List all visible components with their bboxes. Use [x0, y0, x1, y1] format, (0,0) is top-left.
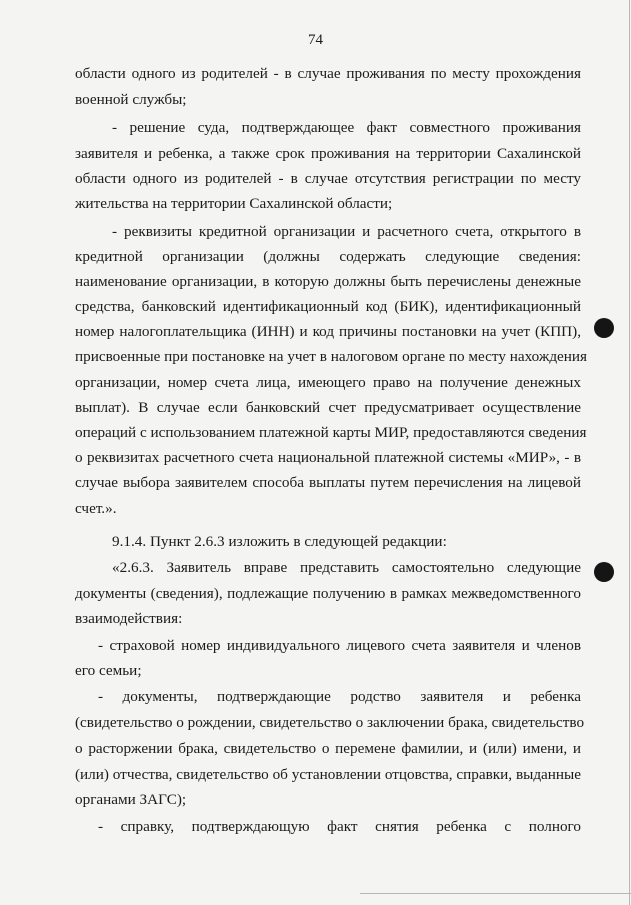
text-line: - документы, подтверждающие родство заявителя и ребенка: [98, 688, 581, 705]
text-line: 9.1.4. Пункт 2.6.3 изложить в следующей редакции:: [112, 533, 447, 550]
text-line: взаимодействия:: [75, 610, 183, 627]
binder-hole-mark: [594, 318, 614, 338]
text-line: номер налогоплательщика (ИНН) и код причины постановки на учет (КПП),: [75, 323, 581, 340]
text-line: операций с использованием платежной карты МИР, предоставляются сведения: [75, 424, 587, 441]
text-line: органами ЗАГС);: [75, 791, 187, 808]
text-line: о расторжении брака, свидетельство о перемене фамилии, и (или) имени, и: [75, 740, 581, 757]
text-line: средства, банковский идентификационный код (БИК), идентификационный: [75, 298, 581, 315]
text-line: военной службы;: [75, 91, 187, 108]
scan-edge-line: [360, 893, 631, 894]
text-line: выплат). В случае если банковский счет предусматривает осуществление: [75, 399, 581, 416]
scan-edge-line: [629, 0, 630, 905]
text-line: (свидетельство о рождении, свидетельство о заключении брака, свидетельство: [75, 714, 585, 731]
text-line: жительства на территории Сахалинской области;: [75, 195, 393, 212]
text-line: документы (сведения), подлежащие получению в рамках межведомственного: [75, 585, 581, 602]
text-line: «2.6.3. Заявитель вправе представить самостоятельно следующие: [112, 559, 581, 576]
text-line: - реквизиты кредитной организации и расчетного счета, открытого в: [112, 223, 581, 240]
text-line: счет.».: [75, 500, 117, 517]
text-line: области одного из родителей - в случае проживания по месту прохождения: [75, 65, 581, 82]
text-line: - страховой номер индивидуального лицевого счета заявителя и членов: [98, 637, 581, 654]
text-line: кредитной организации (должны содержать следующие сведения:: [75, 248, 581, 265]
text-line: заявителя и ребенка, а также срок проживания на территории Сахалинской: [75, 145, 581, 162]
text-line: - справку, подтверждающую факт снятия ребенка с полного: [98, 818, 581, 835]
text-line: области одного из родителей - в случае отсутствия регистрации по месту: [75, 170, 581, 187]
text-line: о реквизитах расчетного счета национальной платежной системы «МИР», - в: [75, 449, 581, 466]
text-line: его семьи;: [75, 662, 142, 679]
text-line: организации, номер счета лица, имеющего право на получение денежных: [75, 374, 581, 391]
page-number: 74: [308, 32, 323, 48]
text-line: наименование организации, в которую должны быть перечислены денежные: [75, 273, 581, 290]
text-line: - решение суда, подтверждающее факт совместного проживания: [112, 119, 581, 136]
binder-hole-mark: [594, 562, 614, 582]
text-line: присвоенные при постановке на учет в налоговом органе по месту нахождения: [75, 348, 588, 365]
text-line: случае выбора заявителем способа выплаты путем перечисления на лицевой: [75, 474, 581, 491]
text-line: (или) отчества, свидетельство об установлении отцовства, справки, выданные: [75, 766, 581, 783]
